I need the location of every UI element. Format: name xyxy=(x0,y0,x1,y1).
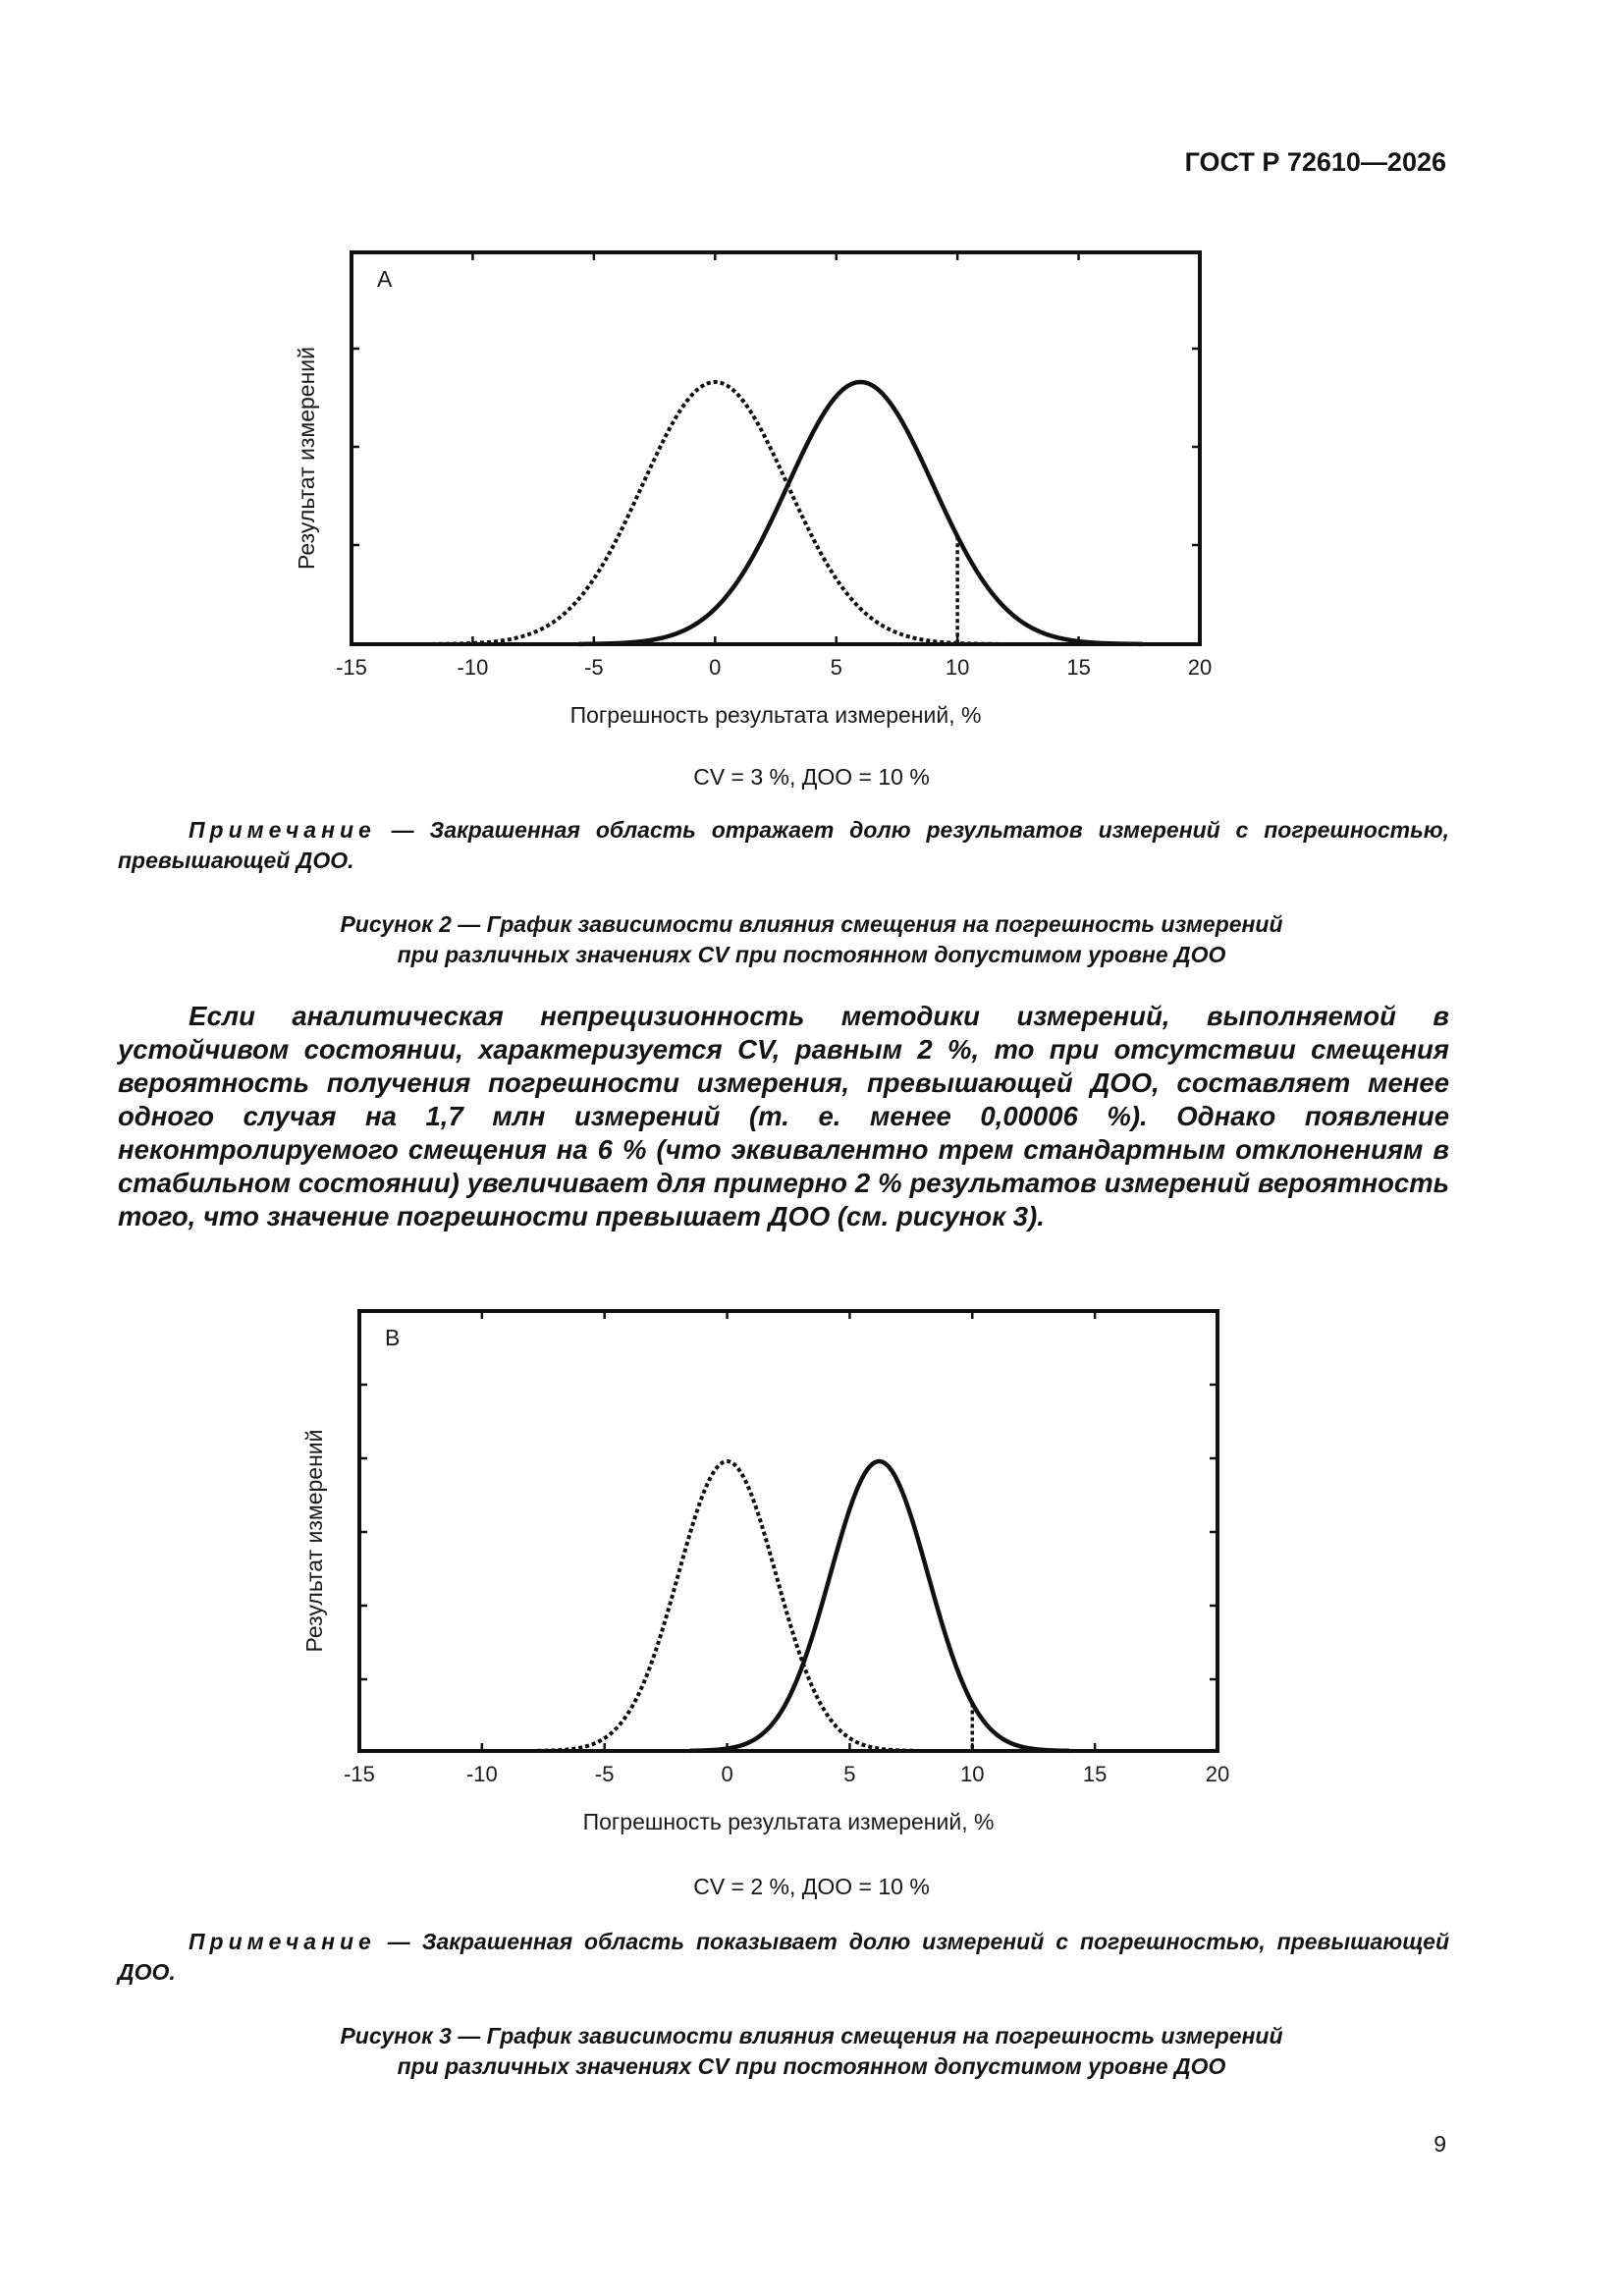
figure3-caption-line2: при различных значениях CV при постоянном допустимом уровне ДОО xyxy=(397,2053,1226,2079)
chart-a-x-axis-label: Погрешность результата измерений, % xyxy=(569,702,982,728)
figure2-caption-line2: при различных значениях CV при постоянном допустимом уровне ДОО xyxy=(397,942,1226,967)
chart-b-x-tick-label: 0 xyxy=(721,1762,733,1786)
figure2-note-text: — Закрашенная область отражает долю результатов измерений с погрешностью, превышающей ДОО. xyxy=(118,817,1449,873)
chart-b-x-tick-label: 10 xyxy=(960,1762,985,1786)
figure2-caption-line1: Рисунок 2 — График зависимости влияния смещения на погрешность измерений xyxy=(340,911,1283,937)
chart-b-panel-letter: B xyxy=(385,1325,401,1350)
chart-a-x-tick-label: -15 xyxy=(336,655,367,680)
figure3-note-label: Примечание xyxy=(189,1929,376,1954)
figure2-cv-line: CV = 3 %, ДОО = 10 % xyxy=(693,764,930,790)
chart-a-x-tick-label: 10 xyxy=(945,655,970,680)
figure2-note-label: Примечание xyxy=(189,817,376,843)
chart-b-x-tick-label: -15 xyxy=(344,1762,375,1786)
chart-b-x-axis-label: Погрешность результата измерений, % xyxy=(582,1809,995,1834)
page-number: 9 xyxy=(1434,2131,1446,2157)
chart-b-x-tick-label: 15 xyxy=(1082,1762,1108,1786)
figure3-caption xyxy=(0,2021,1623,2082)
chart-a-x-tick-label: -5 xyxy=(584,655,604,680)
chart-b-curve-solid xyxy=(689,1461,1069,1751)
chart-a-x-tick-label: 20 xyxy=(1187,655,1213,680)
chart-b-curve-dotted xyxy=(537,1461,917,1751)
chart-b-plot-frame xyxy=(359,1311,1217,1751)
figure3-caption-line1: Рисунок 3 — График зависимости влияния смещения на погрешность измерений xyxy=(340,2023,1283,2049)
chart-a-y-axis-label: Результат измерений xyxy=(294,347,319,570)
chart-b-x-tick-label: 20 xyxy=(1205,1762,1230,1786)
figure3-note xyxy=(118,1927,1449,1988)
chart-a-panel-letter: A xyxy=(377,266,393,292)
chart-a-x-tick-label: 5 xyxy=(830,655,842,680)
standard-header: ГОСТ Р 72610—2026 xyxy=(1184,147,1446,177)
chart-b-x-tick-label: -5 xyxy=(594,1762,615,1786)
chart-a-x-tick-label: -10 xyxy=(457,655,489,680)
chart-b-y-axis-label: Результат измерений xyxy=(301,1429,327,1653)
figure3-note-text: — Закрашенная область показывает долю измерений с погрешностью, превышающей ДОО. xyxy=(118,1929,1449,1985)
body-paragraph: Если аналитическая непрецизионность методики измерений, выполняемой в устойчивом состоянии, характеризуется CV, равным 2 %, то при отсутствии смещения вероятность получения погрешности измерения, превышающей ДОО, составляет менее одного случая на 1,7 млн измерений (т. е. менее 0,00006 %). Однако появление неконтролируемого смещения на 6 % (что эквивалентно трем стандартным отклонениям в стабильном состоянии) увеличивает для примерно 2 % результатов измерений вероятность того, что значение погрешности превышает ДОО (см. рисунок 3). xyxy=(118,1001,1449,1231)
chart-b-x-tick-label: 5 xyxy=(843,1762,856,1786)
chart-a-x-tick-label: 0 xyxy=(709,655,722,680)
figure3-cv-line: CV = 2 %, ДОО = 10 % xyxy=(693,1874,930,1899)
chart-a-x-tick-label: 15 xyxy=(1066,655,1091,680)
chart-b-x-tick-label: -10 xyxy=(465,1762,498,1786)
